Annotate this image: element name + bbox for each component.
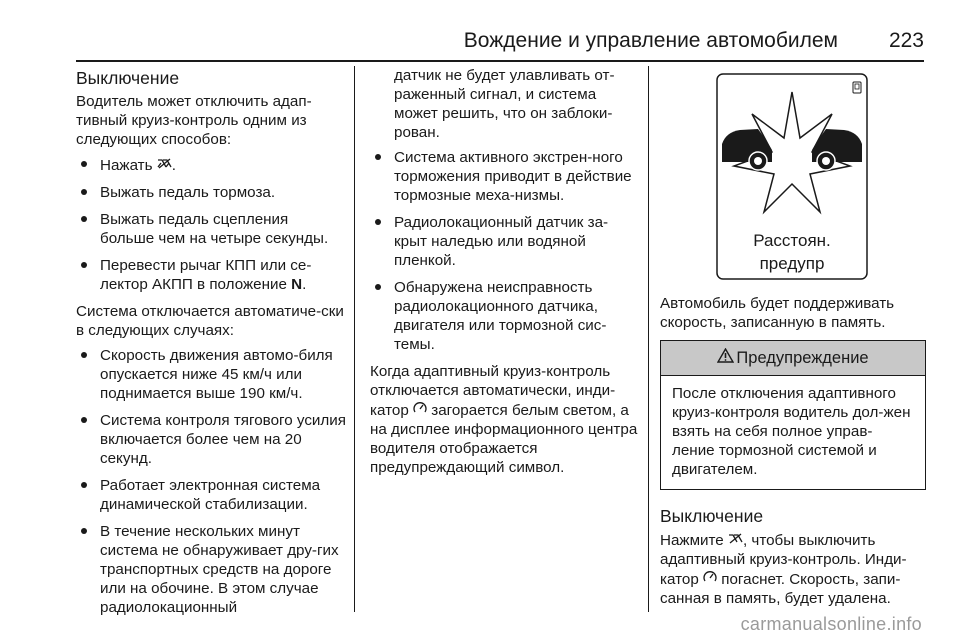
column-1	[76, 66, 346, 625]
watermark: carmanualsonline.info	[740, 614, 922, 634]
column-2	[370, 66, 638, 483]
column-3	[660, 66, 926, 614]
figure-label-2: предупр	[759, 254, 825, 273]
off-paragraph	[660, 530, 926, 608]
list-item: Обнаружена неисправность радиолокационного датчика, двигателя или тормозной сис-темы.	[370, 278, 638, 354]
list-item: В течение нескольких минут система не обнаруживает дру-гих транспортных средств на дороге или на обочине. В этом случае радиолокационный	[76, 522, 346, 617]
page-header	[0, 26, 960, 56]
paragraph-text: , чтобы выключить адаптивный круиз-контроль. Инди-катор	[660, 532, 907, 588]
list-item-text: .	[171, 157, 177, 174]
column-divider-1	[354, 66, 355, 612]
chapter-title: Вождение и управление автомобилем	[463, 29, 838, 52]
warning-triangle-icon	[717, 341, 734, 375]
list-item: Выжать педаль тормоза.	[76, 183, 346, 202]
page-number: 223	[888, 29, 924, 52]
distance-warning-figure	[660, 66, 926, 288]
figure-label-1: Расстоян.	[753, 231, 831, 250]
warning-title: Предупреждение	[736, 349, 869, 367]
list-item: Работает электронная система динамической стабилизации.	[76, 476, 346, 514]
list-item: Выжать педаль сцепления больше чем на четыре секунды.	[76, 210, 346, 248]
list-item-text: .	[302, 276, 307, 293]
auto-off-list-continued	[370, 148, 638, 354]
continued-paragraph: датчик не будет улавливать от-раженный сигнал, и система может решить, что он заблоки-рован.	[394, 67, 615, 141]
warning-body: После отключения адаптивного круиз-контроля водитель дол-жен взять на себя полное управ-ление тормозной системой и двигателем.	[672, 385, 911, 478]
header-rule	[76, 60, 924, 62]
cruise-control-icon	[413, 400, 427, 419]
gear-position-n: N	[291, 276, 303, 293]
section-heading-off-2: Выключение	[660, 506, 764, 526]
list-item: Система контроля тягового усилия включается более чем на 20 секунд.	[76, 411, 346, 468]
list-item	[76, 256, 346, 294]
list-item: Система активного экстрен-ного торможения приводит в действие тормозные меха-низмы.	[370, 148, 638, 205]
list-item	[76, 155, 346, 175]
cruise-cancel-icon	[728, 530, 743, 549]
list-item: Скорость движения автомо-биля опускается ниже 45 км/ч или поднимается выше 190 км/ч.	[76, 346, 346, 403]
list-item: Радиолокационный датчик за-крыт наледью или водяной пленкой.	[370, 213, 638, 270]
paragraph-text: погаснет. Скорость, запи-санная в память, будет удалена.	[660, 571, 901, 607]
auto-off-list	[76, 346, 346, 617]
indicator-paragraph	[370, 362, 638, 477]
list-item-text: Нажать	[100, 157, 153, 174]
paragraph-text: загорается белым светом, а на дисплее информационного центра водителя отображается предупреждающий символ.	[370, 402, 638, 476]
intro-paragraph: Водитель может отключить адап-тивный круиз-контроль одним из следующих способов:	[76, 93, 312, 148]
column-divider-2	[648, 66, 649, 612]
figure-drawing	[660, 66, 926, 288]
warning-header	[661, 341, 925, 376]
list-item-text: Перевести рычаг КПП или се-лектор АКПП в положение	[100, 257, 312, 293]
auto-off-intro: Система отключается автоматиче-ски в следующих случаях:	[76, 303, 344, 339]
section-heading-off: Выключение	[76, 68, 180, 88]
cruise-cancel-icon	[157, 155, 172, 174]
warning-box	[660, 340, 926, 490]
cruise-control-icon	[703, 569, 717, 588]
figure-caption: Автомобиль будет поддерживать скорость, записанную в память.	[660, 295, 895, 331]
manual-off-list	[76, 155, 346, 294]
paragraph-text: Когда адаптивный круиз-контроль отключается автоматически, инди-катор	[370, 363, 616, 419]
paragraph-text: Нажмите	[660, 532, 724, 549]
